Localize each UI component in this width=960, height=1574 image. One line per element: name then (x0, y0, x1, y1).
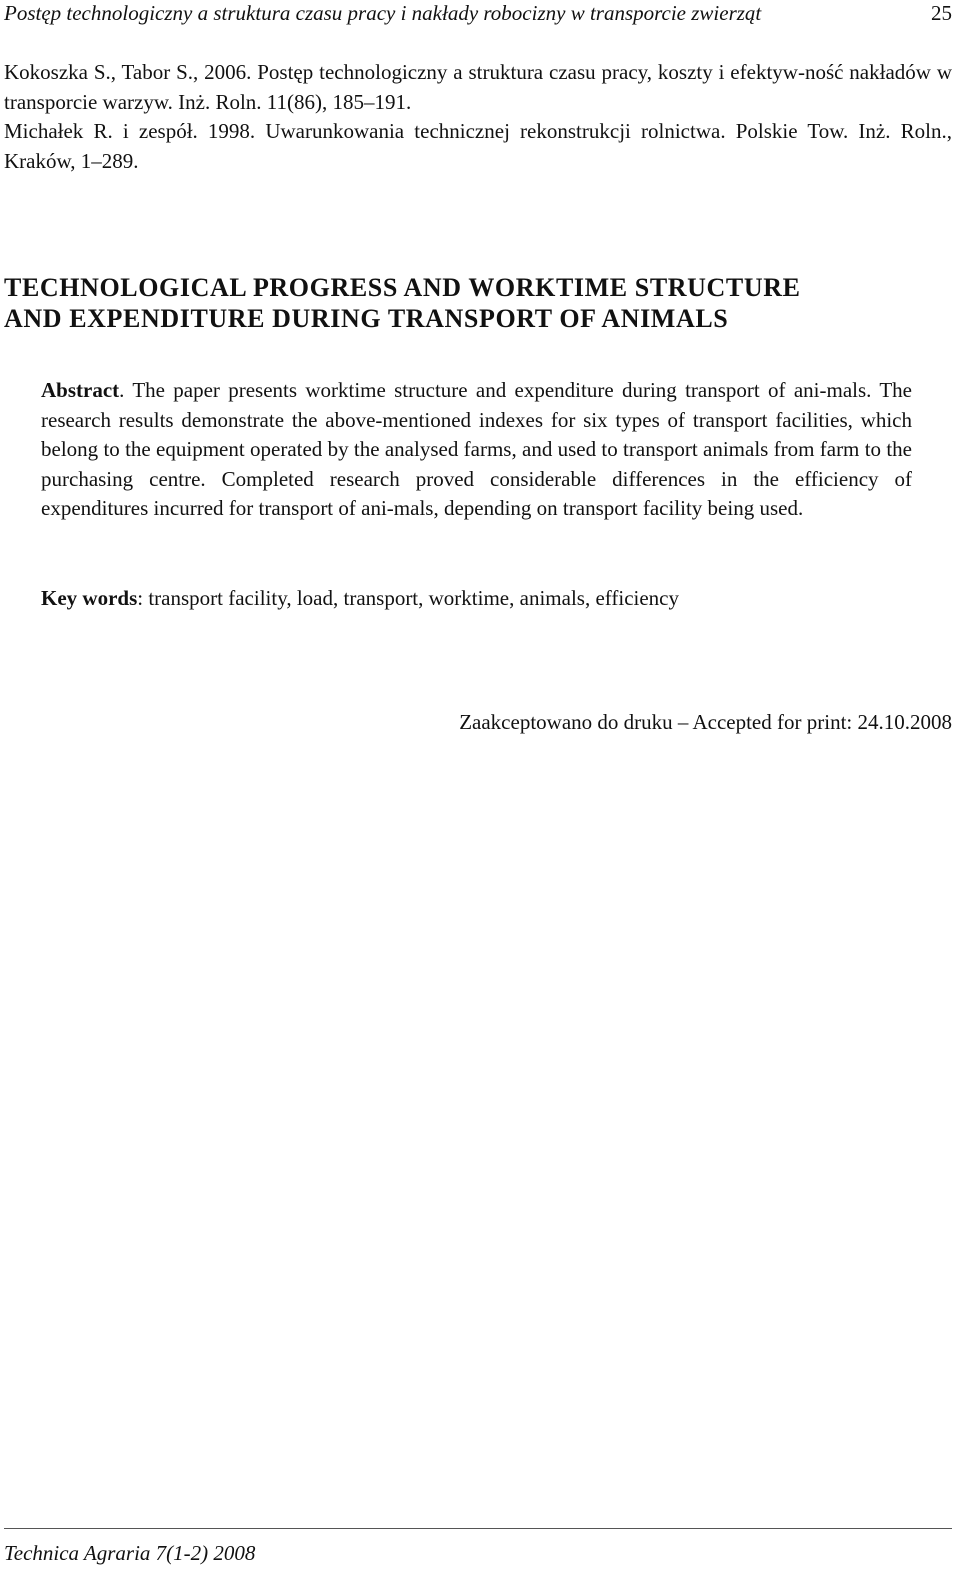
references-list (4, 58, 952, 176)
english-title-line: AND EXPENDITURE DURING TRANSPORT OF ANIMALS (4, 304, 729, 333)
running-head-title: Postęp technologiczny a struktura czasu pracy i nakłady robocizny w transporcie zwierząt (4, 1, 762, 25)
page-number: 25 (931, 1, 952, 25)
abstract-label: Abstract (41, 378, 120, 402)
abstract-text: . The paper presents worktime structure and expenditure during transport of ani-mals. The research results demonstrate the above-mentioned indexes for six types of transport facilities, which belong to the equipment operated by the analysed farms, and used to transport animals from farm to the purchasing centre. Completed research proved considerable differences in the efficiency of expenditures incurred for transport of ani-mals, depending on transport facility being used. (41, 378, 912, 521)
keywords-text: : transport facility, load, transport, worktime, animals, efficiency (137, 586, 680, 610)
english-title (4, 272, 952, 334)
reference-item: Michałek R. i zespół. 1998. Uwarunkowania technicznej rekonstrukcji rolnictwa. Polskie Tow. Inż. Roln., Kraków, 1–289. (4, 119, 952, 173)
accepted-date: Zaakceptowano do druku – Accepted for print: 24.10.2008 (459, 710, 952, 734)
reference-item: Kokoszka S., Tabor S., 2006. Postęp technologiczny a struktura czasu pracy, koszty i efektyw-ność nakładów w transporcie warzyw. Inż. Roln. 11(86), 185–191. (4, 60, 952, 114)
keywords (41, 584, 941, 613)
footer-divider (4, 1528, 952, 1529)
keywords-label: Key words (41, 586, 138, 610)
running-head (4, 0, 952, 30)
journal-footer: Technica Agraria 7(1-2) 2008 (4, 1541, 256, 1565)
abstract (41, 376, 912, 524)
english-title-line: TECHNOLOGICAL PROGRESS AND WORKTIME STRUCTURE (4, 273, 801, 302)
